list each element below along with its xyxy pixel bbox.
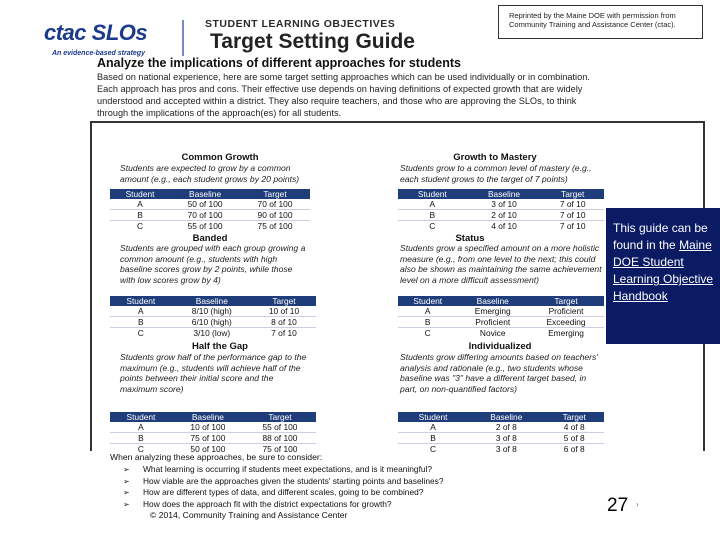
list-item	[123, 464, 444, 476]
cell: C	[398, 328, 457, 339]
header-divider	[182, 20, 184, 56]
table-row	[110, 422, 316, 433]
column-header: Baseline	[457, 296, 528, 306]
approach-description: Students grow to a common level of mastery (e.g., each student grows to the target of 7 points)	[400, 163, 592, 184]
cell: 10 of 10	[268, 306, 300, 316]
arrow-bullet-icon: ➢	[123, 465, 130, 474]
approach-description: Students are grouped with each group growing a common amount (e.g., students with high baseline scores grow by 2 points, while those with low scores grow by 4)	[120, 243, 306, 285]
cell: 6 of 8	[544, 444, 604, 455]
cell: 8/10 (high)	[191, 306, 232, 316]
cell: 75 of 100	[240, 221, 310, 232]
callout-lead: This guide can be found in the	[613, 221, 708, 252]
table-row	[398, 422, 604, 433]
table-row	[110, 199, 310, 210]
column-header: Student	[398, 296, 457, 306]
table-row	[398, 444, 604, 455]
column-header: Student	[398, 189, 467, 199]
cell: 3 of 10	[491, 199, 517, 209]
page-mark: ›	[636, 500, 639, 509]
column-header: Student	[110, 296, 172, 306]
cell: 7 of 10	[559, 199, 586, 209]
cell: 3/10 (low)	[172, 328, 252, 339]
section-intro: Based on national experience, here are some target setting approaches which can be used individually or in combination. Each approach has pros and cons. Their effective use depends on having definitions of expected growth that are widely understood and accepted within a district. They also require teachers, and those who are approving the SLOs, to think through the implications of the approach(es) for all students.	[97, 72, 590, 118]
cell: 70 of 100	[257, 199, 293, 209]
cell: 8 of 10	[252, 317, 316, 328]
cell: 50 of 100	[187, 199, 223, 209]
cell: B	[110, 210, 170, 221]
cell: 4 of 10	[467, 221, 542, 232]
cell: Emerging	[528, 328, 604, 339]
cell: A	[138, 422, 144, 432]
considerations-list	[123, 464, 444, 510]
cell: C	[110, 328, 172, 339]
cell: 75 of 100	[172, 433, 244, 444]
section-title: Analyze the implications of different approaches for students	[97, 56, 461, 70]
ctac-logo	[44, 20, 174, 54]
cell: 88 of 100	[244, 433, 316, 444]
list-item	[123, 499, 444, 511]
column-header: Target	[541, 189, 604, 199]
column-header: Target	[252, 296, 316, 306]
column-header: Baseline	[170, 189, 240, 199]
table-row	[110, 433, 316, 444]
cell: A	[138, 306, 144, 316]
cell: B	[398, 433, 468, 444]
approach-description: Students are expected to grow by a common amount (e.g., each student grows by 20 points)	[120, 163, 300, 184]
cell: B	[110, 317, 172, 328]
cell: Novice	[457, 328, 528, 339]
cell: 3 of 8	[468, 433, 544, 444]
cell: C	[110, 444, 172, 455]
document-title: Target Setting Guide	[210, 30, 415, 53]
column-header: Target	[544, 412, 604, 422]
table-row	[398, 433, 604, 444]
column-header: Target	[528, 296, 604, 306]
series-title: STUDENT LEARNING OBJECTIVES	[205, 18, 396, 30]
arrow-bullet-icon: ➢	[123, 499, 130, 509]
cell: Emerging	[474, 306, 511, 316]
approach-title: Individualized	[468, 341, 532, 352]
cell: 55 of 100	[262, 422, 298, 432]
approach-description: Students grow a specified amount on a more holistic measure (e.g., from one level to the next; this could also be shown as maintaining the same achievement level on a more difficult assessment)	[400, 243, 602, 285]
list-item-text: How viable are the approaches given the students' starting points and baselines?	[143, 475, 444, 486]
column-header: Baseline	[467, 189, 542, 199]
column-header: Baseline	[172, 412, 244, 422]
table-row	[398, 221, 604, 232]
approach-table	[398, 296, 604, 338]
cell: 4 of 8	[563, 422, 585, 432]
approach-title: Common Growth	[181, 152, 259, 163]
table-row	[110, 210, 310, 221]
cell: 55 of 100	[170, 221, 240, 232]
page-number: 27	[607, 495, 629, 516]
copyright-footer: © 2014, Community Training and Assistance Center	[150, 510, 348, 520]
cell: 3 of 8	[468, 444, 544, 455]
column-header: Target	[240, 189, 310, 199]
approach-description: Students grow differing amounts based on teachers' analysis and rationale (e.g., two students whose baseline was "3" have a different target based, in part, on non-quantified factors)	[400, 352, 598, 394]
handbook-callout	[606, 208, 720, 344]
cell: C	[398, 221, 467, 232]
table-row	[398, 306, 604, 317]
arrow-bullet-icon: ➢	[123, 488, 130, 497]
cell: 5 of 8	[544, 433, 604, 444]
table-row	[398, 317, 604, 328]
approach-description: Students grow half of the performance gap to the maximum (e.g., students will achieve half of the points between their initial score and the maximum score)	[120, 352, 307, 394]
cell: 6/10 (high)	[172, 317, 252, 328]
list-item	[123, 476, 444, 488]
cell: C	[398, 444, 468, 455]
approach-title: Banded	[192, 233, 228, 244]
handbook-link[interactable]: Maine DOE Student Learning Objective Handbook	[613, 238, 714, 303]
cell: 75 of 100	[244, 444, 316, 455]
table-row	[398, 199, 604, 210]
column-header: Baseline	[172, 296, 252, 306]
cell: 7 of 10	[541, 221, 604, 232]
cell: B	[398, 210, 467, 221]
arrow-bullet-icon: ➢	[123, 476, 130, 486]
list-item-text: How are different types of data, and different scales, going to be combined?	[143, 487, 424, 497]
reprint-note: Reprinted by the Maine DOE with permission from Community Training and Assistance Center (ctac).	[498, 5, 703, 39]
approach-title: Status	[455, 233, 485, 244]
cell: Exceeding	[528, 317, 604, 328]
approach-table	[398, 189, 604, 231]
cell: 2 of 8	[495, 422, 517, 432]
frame-left-rule	[90, 121, 92, 451]
cell: C	[110, 221, 170, 232]
list-item-text: What learning is occurring if students meet expectations, and is it meaningful?	[143, 464, 433, 474]
approach-table	[110, 412, 316, 454]
table-row	[110, 317, 316, 328]
column-header: Student	[110, 412, 172, 422]
table-row	[110, 306, 316, 317]
table-row	[398, 328, 604, 339]
cell: 7 of 10	[541, 210, 604, 221]
approach-title: Half the Gap	[192, 341, 248, 352]
column-header: Target	[244, 412, 316, 422]
list-item-text: How does the approach fit with the district expectations for growth?	[143, 498, 392, 509]
cell: A	[137, 199, 143, 209]
column-header: Student	[110, 189, 170, 199]
approach-table	[110, 296, 316, 338]
cell: A	[430, 422, 436, 432]
logo-tagline: An evidence-based strategy	[52, 50, 145, 57]
cell: 7 of 10	[252, 328, 316, 339]
considerations-lead: When analyzing these approaches, be sure to consider:	[110, 452, 323, 462]
cell: 2 of 10	[467, 210, 542, 221]
column-header: Student	[398, 412, 468, 422]
cell: B	[398, 317, 457, 328]
table-row	[398, 210, 604, 221]
approach-title: Growth to Mastery	[453, 152, 537, 163]
cell: 50 of 100	[172, 444, 244, 455]
cell: A	[424, 306, 431, 316]
table-row	[110, 328, 316, 339]
logo-text: ctac SLOs	[44, 20, 148, 45]
approach-table	[398, 412, 604, 454]
approach-table	[110, 189, 310, 231]
table-row	[110, 221, 310, 232]
cell: B	[110, 433, 172, 444]
cell: Proficient	[457, 317, 528, 328]
list-item	[123, 487, 444, 499]
column-header: Baseline	[468, 412, 544, 422]
cell: 10 of 100	[190, 422, 226, 432]
cell: A	[429, 199, 436, 209]
frame-top-rule	[90, 121, 704, 123]
cell: 90 of 100	[240, 210, 310, 221]
cell: 70 of 100	[170, 210, 240, 221]
cell: Proficient	[548, 306, 584, 316]
